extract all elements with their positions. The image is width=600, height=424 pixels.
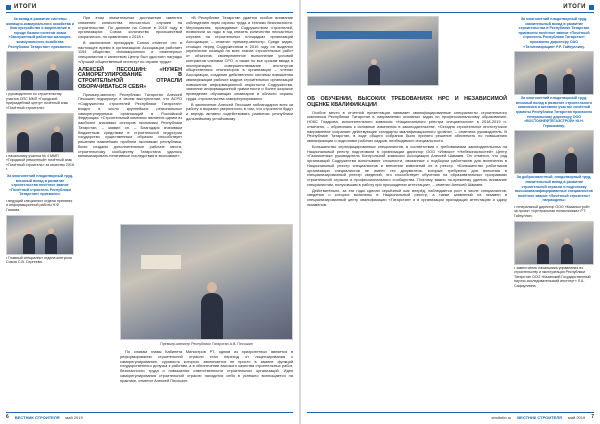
left-article-column-2 [186, 16, 293, 123]
person-figure [201, 293, 223, 339]
photo-caption: Премьер-министр Республики Татарстан А.В. Песошин [160, 342, 253, 346]
award-photo [6, 113, 74, 153]
sidebar-caption: За вклад в развитие системы жилищно-коммунального хозяйства и благоустройство и закрепление в городе Казани почетом знаки «Заслуженный работник жилищно-коммунального хозяйства Республики Татарстан» присвоено: [6, 17, 74, 49]
left-section-title: ИТОГИ [14, 4, 37, 10]
stage-banner [316, 31, 432, 39]
right-photo-wrap [307, 16, 439, 88]
sidebar-caption: За добросовестный, плодотворный труд, значительный вклад в развитие строительной отрасли и подготовку высококвалифицированных специалистов почётное звание «Почётный строитель» награждены: [515, 175, 593, 203]
paragraph: «В Республике Татарстан удается особое внимание соблюдению норм охраны труда и техники безопасности. Мероприятия, проводимые Содружеством строителей, позволили за годы в год снизить количество несчастных случаев на строительных площадках организаций Ассоциации, – отметил премьер-министр. Среди задач, стоящих перед Содружеством в 2019 году он выделил укрепление позиций на всех этапах строительных работ от объектов, своевременное выполнение условий контрактов членами СРО, а также по все срокам ввода в эксплуатацию, совершенствование институтов общественных инспекторов в организации – членах Ассоциации, создание действенного системы повышения квалификации рабочих кадров строительных организаций повышение информационной открытости Содружества, значение информационной грамотности и более широкое проведение обучающих семинаров в области охраны труда, строительства саморегулирования. [186, 15, 293, 101]
magazine-name: ВЕСТНИК СТРОИТЕЛЯ [517, 414, 562, 420]
person-head [371, 59, 377, 65]
magazine-name: ВЕСТНИК СТРОИТЕЛЯ [14, 414, 60, 420]
paragraph: Особое место в отчетной презентации занимает квалифицированные специалисты строительного комплекса Республики Татарстан в направлении основных задач по профессиональному образованию. НОКС Гладкова, исполнительного комиссия «Национального реестра специалистов» в 2018-2019 гг. отмечено, – обратилась к основные изменения в законодательстве. «Сегодня строительное институтское направление сохраняет действующие стандарты квалификационного уровня», – отметила руководитель. В Республике Татарстан, в ходе общего собрания было принято решение обеспечить по повышению квалификации и подготовке рабочих кадров, необходимого специальности. [307, 109, 507, 144]
person-head [24, 64, 30, 70]
person-head [540, 238, 546, 244]
left-sidebar [6, 16, 74, 267]
right-article-column [307, 94, 507, 209]
section-square-icon [6, 5, 11, 10]
left-article-column-3 [120, 350, 293, 384]
left-article-column-1 [78, 16, 182, 160]
hall-photo [307, 16, 439, 86]
issue-date: май 2019 [65, 414, 83, 420]
right-footer-rule [307, 412, 594, 413]
person-figure [21, 70, 33, 90]
issue-date: май 2019 [568, 414, 586, 420]
person-figure [535, 74, 547, 94]
page-number: 6 [6, 414, 9, 420]
left-section-tag [6, 4, 37, 10]
banner-shape [141, 255, 181, 269]
page-number: 7 [591, 414, 594, 420]
award-photo [6, 51, 74, 91]
paragraph: Премьер-министр Республики Татарстан Алексей Песошин подчеркнул в своем выступлении, что АСРО «Содружество строителей Республики Татарстан» входит в число крупнейших региональных саморегулируемых организаций в Российской Федерации. «Строительный комплекс является одним из наиболее значимых секторов экономики Республики Татарстан, – заявил он. – Благодаря значимым бюджетным средствам в строительной индустрии государство существенным образом способствует решению важнейших проблем экономики республики, были созданы дополнительные рабочие места, строительному сообществу Татарстана удалось минимизировать негативные последствия в экономике». [78, 91, 182, 159]
person-figure [47, 70, 59, 90]
paragraph: В заключение президиум Союза отметил что в настоящее время в организациях Ассоциации работает 1194 общество инновационных и инженерных специалистов с качеством Центр был удостоен награды «Лучший общественный институт по охране труда». [78, 39, 182, 64]
left-footer [6, 414, 83, 420]
person-figure [537, 244, 549, 264]
person-figure [565, 153, 577, 173]
sidebar-bullet: • руководителю по строительству участка ОПС ММП «Городской приусадебный центр» почётный знак «Почётный строитель» [6, 92, 68, 110]
section-square-icon [589, 5, 594, 10]
premier-photo [120, 224, 293, 340]
paragraph: Большинство сертифицированных специалистов, в соответствии с требованиями законодательства на Национальный реестр подготовили в организации директор ООО «Инвэкс» «Небезопасностей» Центр «Газомонтаж» руководитель Контрольной комиссии Ассоциации Алексей Шамаев. Он отметил, что ряд организаций Содружества испытывают сложности, связанные с подбором работников для включения в Национальный реестр специалистов и внесения изменений их в реестр. «Большинство работников организации специалистов не имеет тех документов, которые требуются для внесения в специализированный реестр сведений, это способствует обучению на образовательных программах строительной отрасли и профессионального сообщества. Поэтому важно по-прежнему уделить внимание специалистам, получившим в работу при прохождении аттестации», – отметил Алексей Шамаев. [307, 143, 507, 187]
person-figure [563, 74, 575, 94]
article-heading: ОБ ОБУЧЕНИИ, ВЫСОКИХ ТРЕБОВАНИЯХ НРС И НЕЗАВИСИМОЙ ОЦЕНКЕ КВАЛИФИКАЦИИ [307, 96, 507, 108]
right-top-rule [307, 12, 594, 13]
right-footer [491, 414, 594, 420]
person-figure [45, 234, 57, 254]
sidebar-caption: За многолетний плодотворный труд, весомый вклад в развитие строительного комплекса и активное участие почётной грамоты Республики Татарстан присвоено генеральному директору ООО «ВОСТОКНЕФТЕГАЗСТРОЙ» Ю.Н. Герасимову. [515, 96, 593, 128]
award-photo [514, 51, 594, 95]
person-head [54, 126, 60, 132]
person-head [538, 68, 544, 74]
person-figure [23, 234, 35, 254]
person-head [50, 64, 56, 70]
sidebar-bullet: • начальнику участка № 4 ММП «Городской ремонтный» почётный знак «Почётный строитель» за качество 2018 г. [6, 153, 74, 172]
award-photo [514, 130, 594, 174]
person-head [207, 282, 217, 293]
article-heading: АЛЕКСЕЙ ПЕСОШИН: «НУЖЕН САМОРЕГУЛИРОВАНИЕ В СТРОИТЕЛЬНОЙ ОТРАСЛИ ОБОРАЧИВАТЬСЯ СЕБЯ» [78, 66, 182, 90]
award-photo [6, 215, 74, 255]
paragraph: По словам главы Кабинета Министров РТ, одним из приоритетных является в реформировании строительной отрасли стал переход от лицензирования к саморегулированию, суровость которого заключается не просто в замене функций государственного допуска к работам, а в обеспечении высокого качества строительных работ, безопасности труда и повышения ответственности строительных организаций. Идея саморегулирования строительной отрасли находится себя в успешно воплощается на практике, отметил Алексей Песошин. [120, 349, 293, 383]
left-top-rule [6, 12, 293, 13]
sidebar-bullet: • генеральный директор ООО «Казаньстрой» за проект «Центральная поликлиника» Р.Т. Гайнуллин. [514, 204, 590, 219]
paragraph: Действительно, за эти годы сделан серьёзный шаг вперёд, наблюдается рост в числе специалистов, сведения о которых включены в Национальный реестр, а также заявлений на экзамен в специализированный центр квалификации «Татарстан» и в организации проходящих аттестацию и сдачу экзаменов. [307, 187, 507, 207]
person-figure [533, 153, 545, 173]
paragraph: При этом значительные достижения имеются снижения количества несчастных случаев на строительстве. По данным на Союзе в 2019 году в организациях Союза количество происшествий сократилось, по сравнению с 2018 г. [78, 15, 182, 39]
left-page [0, 0, 299, 424]
person-figure [368, 65, 380, 85]
person-figure [51, 132, 63, 152]
paragraph: В заключение Алексей Песошин поблагодарил всех за работу и выразил уверенность в том, что строители будут и впредь активно содействовать развитию республики дальнейшему устойчивому. [186, 101, 293, 121]
sidebar-bullet: • ведущий специалист отдела принятия и информационной работы Н.Ф. Гаязова. [6, 198, 73, 213]
person-head [564, 238, 570, 244]
right-sidebar [514, 16, 594, 291]
person-head [20, 126, 26, 132]
left-footer-rule [6, 412, 293, 413]
right-section-tag [563, 4, 594, 10]
award-photo [514, 221, 594, 265]
sidebar-caption: За многолетний плодотворный труд, весомый вклад в развитие строительства почётное звание «Почётный строитель Республики Татарстан» присвоено: [6, 173, 74, 197]
person-figure [17, 132, 29, 152]
sidebar-bullet: • Главный специалист отдела контроля Союза С.В. Сергеева. [6, 255, 72, 265]
sidebar-caption: За многолетний плодотворный труд, значительный вклад в развитие строительства в Республике Татарстан присвоено почётное звание «Почётный строитель Республики Татарстан» присвоено директору ОАО «Татмелиорация» Р.Р. Гайнуллину. [518, 17, 590, 49]
website: stroitelirt.ru [491, 414, 512, 420]
sidebar-bullet: • заместитель начальника управления по строительству и эксплуатации Республики Татарстан ООО «Казанский Государственный научно-исследовательский институт» Л.А. Сафиуллина. [514, 265, 591, 289]
right-section-title: ИТОГИ [563, 4, 586, 10]
person-head [566, 68, 572, 74]
person-head [48, 228, 54, 234]
person-figure [561, 244, 573, 264]
person-head [26, 228, 32, 234]
right-page [301, 0, 600, 424]
